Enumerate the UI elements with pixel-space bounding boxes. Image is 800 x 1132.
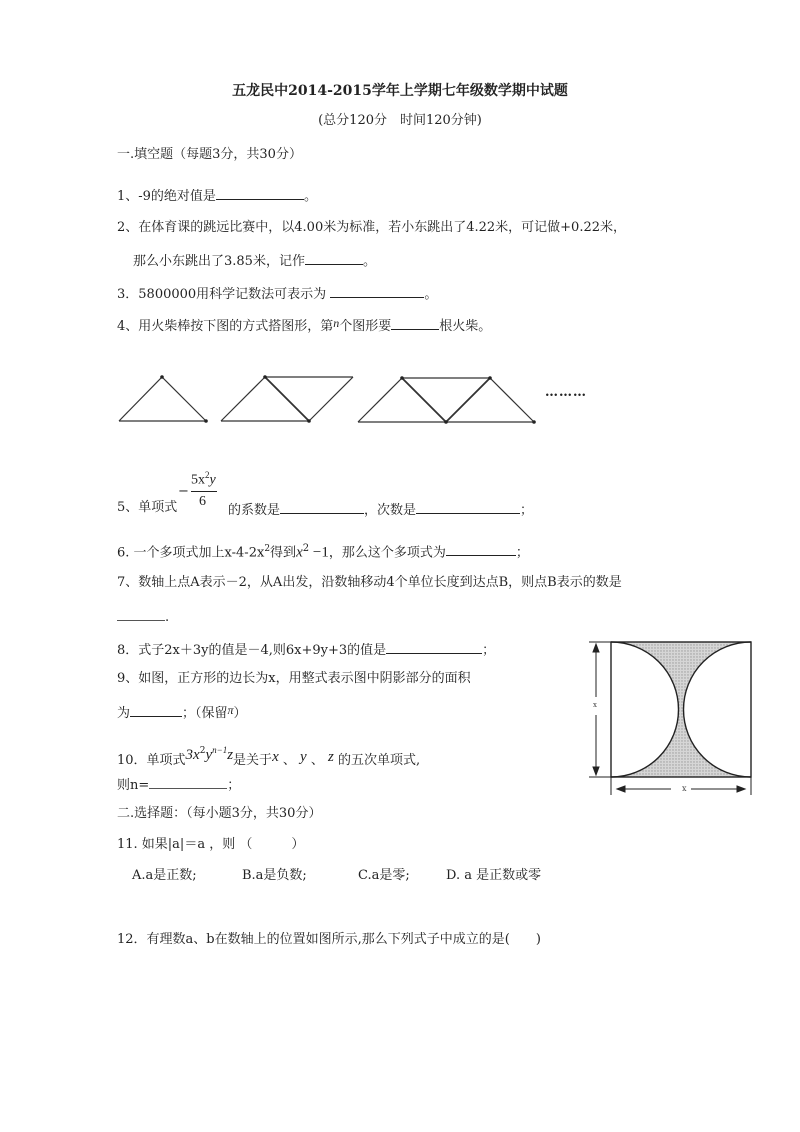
q6-middle: 得到: [270, 545, 297, 561]
question-10-line-2: [117, 775, 240, 794]
q8-answer-blank[interactable]: [386, 640, 482, 654]
q9-text: 为: [117, 706, 131, 721]
q5-num-base: 5x: [191, 472, 205, 488]
q5-prefix: 5、单项式: [117, 500, 178, 515]
q10-expr-a: 3x: [185, 747, 200, 763]
q9-end: ）: [233, 706, 247, 721]
figure-side-label: x: [593, 701, 597, 709]
q4-suffix: 根火柴。: [439, 319, 492, 334]
section-1-heading: 一.填空题（每题3分，共30分）: [117, 147, 302, 162]
q10-tail: 的五次单项式,: [337, 753, 421, 768]
q5-numerator: [191, 470, 216, 489]
q4-answer-blank[interactable]: [391, 316, 439, 330]
q5-fraction: [178, 470, 218, 514]
q10-var-z: z: [328, 749, 334, 765]
q11-option-b[interactable]: B.a是负数;: [242, 868, 307, 883]
q4-variable: n: [333, 316, 340, 330]
q4-text: 4、用火柴棒按下图的方式搭图形，第: [117, 319, 334, 334]
q5-suffix: ；: [520, 503, 534, 518]
matchstick-shape-3: [358, 378, 534, 422]
figure-bottom-label: x: [682, 784, 687, 793]
q6-expr: x: [296, 544, 303, 561]
q5-coefficient-blank[interactable]: [280, 500, 364, 514]
q11-option-d[interactable]: D. a 是正数或零: [446, 868, 542, 883]
question-3: [117, 284, 437, 303]
q2-answer-blank[interactable]: [305, 251, 363, 265]
q5-fraction-bar: [191, 491, 217, 492]
shaded-region: [611, 642, 751, 777]
q10-expr-b-exp: n−1: [212, 745, 228, 755]
q6-tail: ，那么这个多项式为: [328, 545, 446, 561]
q5-num-tail: y: [209, 472, 216, 488]
q1-text: 1、-9的绝对值是: [117, 189, 216, 204]
q9-middle: ；（保留: [182, 706, 228, 721]
q10-answer-blank[interactable]: [149, 775, 227, 789]
q1-answer-blank[interactable]: [216, 186, 304, 200]
q5-minus-sign: −: [178, 484, 189, 499]
question-6: [117, 541, 529, 561]
q7-suffix: .: [165, 610, 170, 625]
q5-degree-blank[interactable]: [416, 500, 520, 514]
question-4: [117, 315, 491, 335]
question-9-line-2: [117, 702, 247, 722]
q8-text: 8．式子2x＋3y的值是－4,则6x+9y+3的值是: [117, 643, 387, 658]
q10-text: 10．单项式: [117, 753, 186, 768]
q10-var-y: y: [300, 749, 307, 765]
q10-sep-1: 、: [282, 753, 296, 768]
q8-suffix: ；: [482, 643, 496, 658]
exam-title: 五龙民中2014-2015学年上学期七年级数学期中试题: [232, 83, 568, 99]
q9-answer-blank[interactable]: [130, 703, 182, 717]
question-8: [117, 640, 495, 659]
question-5: [228, 500, 533, 519]
q9-pi-symbol: π: [227, 703, 234, 717]
section-2-heading: 二.选择题：（每小题3分，共30分）: [117, 806, 322, 821]
question-11-stem: 11. 如果|a|＝a ，则 （ ）: [117, 837, 305, 852]
q10-expr-b: y: [205, 747, 213, 763]
horizontal-dimension-arrow: [617, 786, 745, 792]
q3-text: 3．5800000用科学记数法可表示为: [117, 287, 327, 302]
matchstick-shape-2: [221, 377, 353, 421]
question-2-line-2: [133, 251, 376, 270]
q5-num-exp: 2: [205, 470, 210, 480]
q10-expr-c: z: [227, 747, 234, 763]
q10-var-x: x: [272, 749, 279, 765]
q6-prefix-exp: 2: [264, 544, 271, 554]
q1-suffix: 。: [303, 189, 317, 204]
matchstick-figure: [110, 370, 610, 430]
q10-sep-2: 、: [310, 753, 324, 768]
q7-answer-blank[interactable]: [117, 607, 165, 621]
q10-suffix: ；: [227, 778, 241, 793]
q5-text: 的系数是: [228, 503, 281, 518]
exam-subtitle: (总分120分 时间120分钟): [318, 113, 482, 128]
q2-text: 那么小东跳出了3.85米，记作: [133, 254, 305, 269]
figure-ellipsis: ………: [545, 385, 587, 400]
q4-middle: 个图形要: [339, 319, 392, 334]
question-7-line-2: [117, 607, 169, 626]
question-2-line-1: 2、在体育课的跳远比赛中，以4.00米为标准，若小东跳出了4.22米，可记做+0.22米，: [117, 220, 626, 235]
q11-option-a[interactable]: A.a是正数;: [132, 868, 197, 883]
q6-expr-exp: 2: [302, 543, 310, 554]
q10-expr-a-exp: 2: [199, 746, 206, 756]
q2-suffix: 。: [362, 254, 376, 269]
question-9-line-1: 9、如图，正方形的边长为x，用整式表示图中阴影部分的面积: [117, 671, 471, 686]
matchstick-shape-1: [119, 377, 206, 421]
q10-line2-text: 则n=: [117, 778, 150, 793]
q5-middle: ，次数是: [364, 503, 417, 518]
q10-monomial: [186, 742, 234, 763]
q6-suffix: ；: [515, 545, 529, 561]
q6-expr-tail: −1: [309, 544, 329, 561]
q10-middle: 是关于: [233, 753, 273, 768]
question-1: [117, 186, 317, 205]
vertical-dimension-arrow: [593, 644, 599, 775]
question-12-stem: 12．有理数a、b在数轴上的位置如图所示,那么下列式子中成立的是( ): [117, 932, 541, 947]
question-10: [117, 742, 420, 769]
q6-text: 6. 一个多项式加上x-4-2x: [117, 545, 265, 561]
q6-answer-blank[interactable]: [446, 542, 516, 556]
q11-option-c[interactable]: C.a是零;: [358, 868, 410, 883]
question-7-line-1: 7、数轴上点A表示－2，从A出发，沿数轴移动4个单位长度到达点B，则点B表示的数是: [117, 575, 622, 590]
q3-answer-blank[interactable]: [330, 284, 424, 298]
q3-suffix: 。: [424, 287, 438, 302]
q5-denominator: 6: [199, 494, 206, 509]
square-shaded-figure: [585, 635, 755, 805]
